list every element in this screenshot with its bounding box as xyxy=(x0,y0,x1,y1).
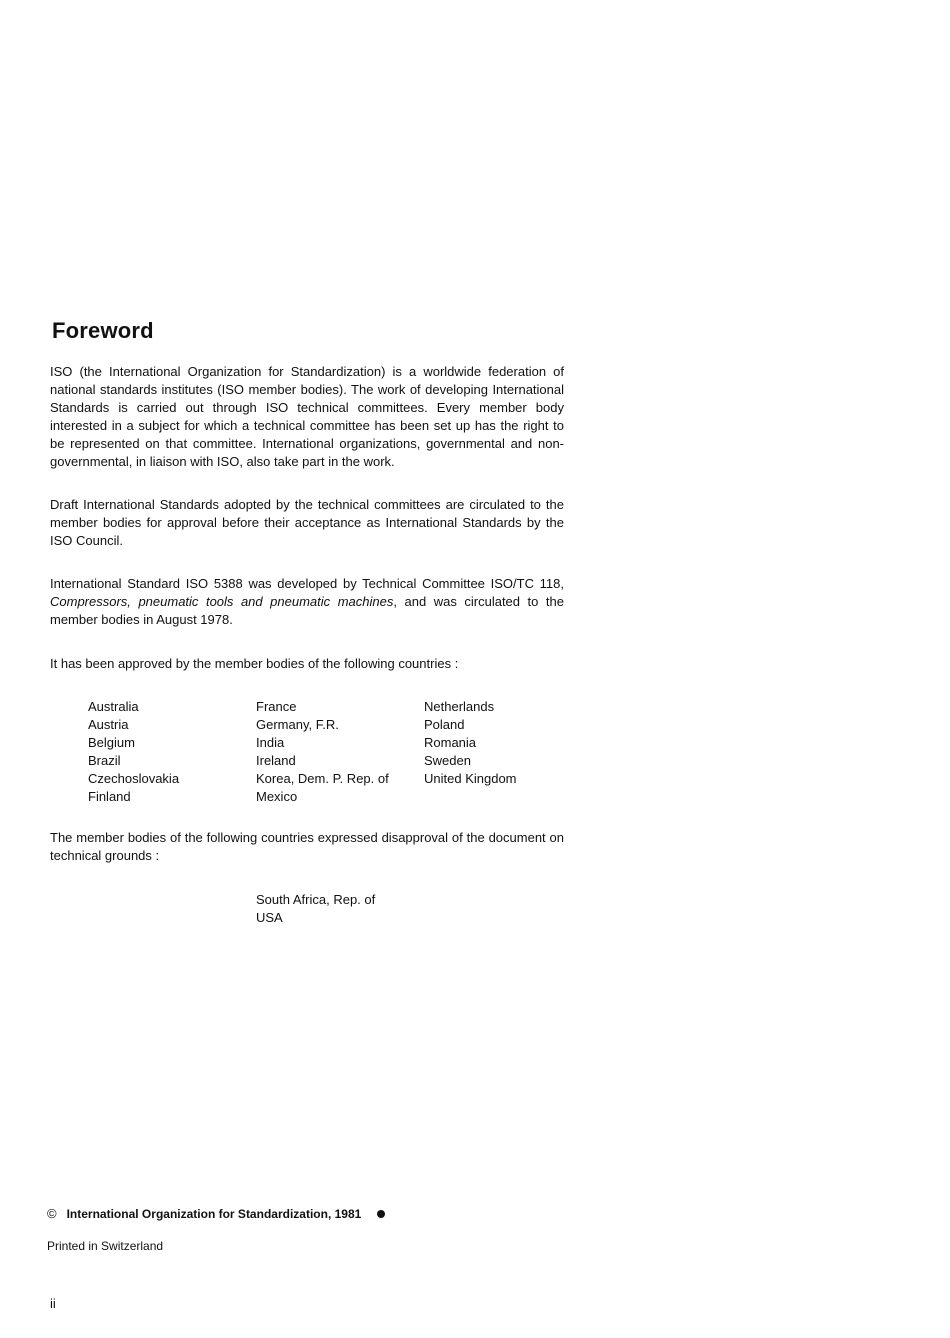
country-item: Belgium xyxy=(88,735,135,750)
approved-countries-list xyxy=(88,698,584,806)
paragraph-draft-standards: Draft International Standards adopted by the technical committees are circulated to the member bodies for approval before their acceptance as International Standards by the ISO Council. xyxy=(50,497,564,548)
paragraph-iso-intro: ISO (the International Organization for Standardization) is a worldwide federation of national standards institutes (ISO member bodies). The work of developing International Standards is carried out through ISO technical committees. Every member body interested in a subject for which a technical committee has been set up has the right to be represented on that committee. International organizations, governmental and non-governmental, in liaison with ISO, also take part in the work. xyxy=(50,364,564,469)
copyright-text: International Organization for Standardization, 1981 xyxy=(66,1206,362,1221)
country-item: Germany, F.R. xyxy=(256,717,339,732)
page-title: Foreword xyxy=(52,318,154,343)
country-column-2 xyxy=(256,698,424,806)
country-item: Brazil xyxy=(88,753,121,768)
country-item: Austria xyxy=(88,717,129,732)
country-item: France xyxy=(256,699,297,714)
country-item: United Kingdom xyxy=(424,771,517,786)
country-item: India xyxy=(256,735,285,750)
country-column-1 xyxy=(88,698,256,806)
disapproving-countries-list xyxy=(256,891,375,927)
country-item: Mexico xyxy=(256,789,298,804)
country-item: Sweden xyxy=(424,753,471,768)
committee-title: Compressors, pneumatic tools and pneumatic machines xyxy=(50,594,394,609)
copyright-line xyxy=(47,1206,385,1221)
bullet-dot-icon xyxy=(377,1210,385,1218)
country-item: Australia xyxy=(88,699,139,714)
country-item: Korea, Dem. P. Rep. of xyxy=(256,771,389,786)
paragraph-approval: It has been approved by the member bodies of the following countries : xyxy=(50,656,459,671)
paragraph-iso-5388 xyxy=(50,575,564,629)
printed-in: Printed in Switzerland xyxy=(47,1239,164,1253)
country-item: Romania xyxy=(424,735,477,750)
country-item: Finland xyxy=(88,789,131,804)
page-number: ii xyxy=(50,1296,56,1311)
country-item: USA xyxy=(256,910,283,925)
country-item: Poland xyxy=(424,717,465,732)
country-column-3 xyxy=(424,698,584,806)
paragraph-iso-5388-end: , and was circulated to the member bodies in August 1978. xyxy=(50,594,564,627)
country-item: Netherlands xyxy=(424,699,495,714)
paragraph-iso-5388-start: International Standard ISO 5388 was developed by Technical Committee ISO/TC 118, xyxy=(50,576,564,591)
country-item: Ireland xyxy=(256,753,296,768)
copyright-icon: © xyxy=(47,1206,57,1221)
country-item: South Africa, Rep. of xyxy=(256,892,376,907)
country-item: Czechoslovakia xyxy=(88,771,180,786)
paragraph-disapproval: The member bodies of the following countries expressed disapproval of the document on technical grounds : xyxy=(50,830,564,863)
